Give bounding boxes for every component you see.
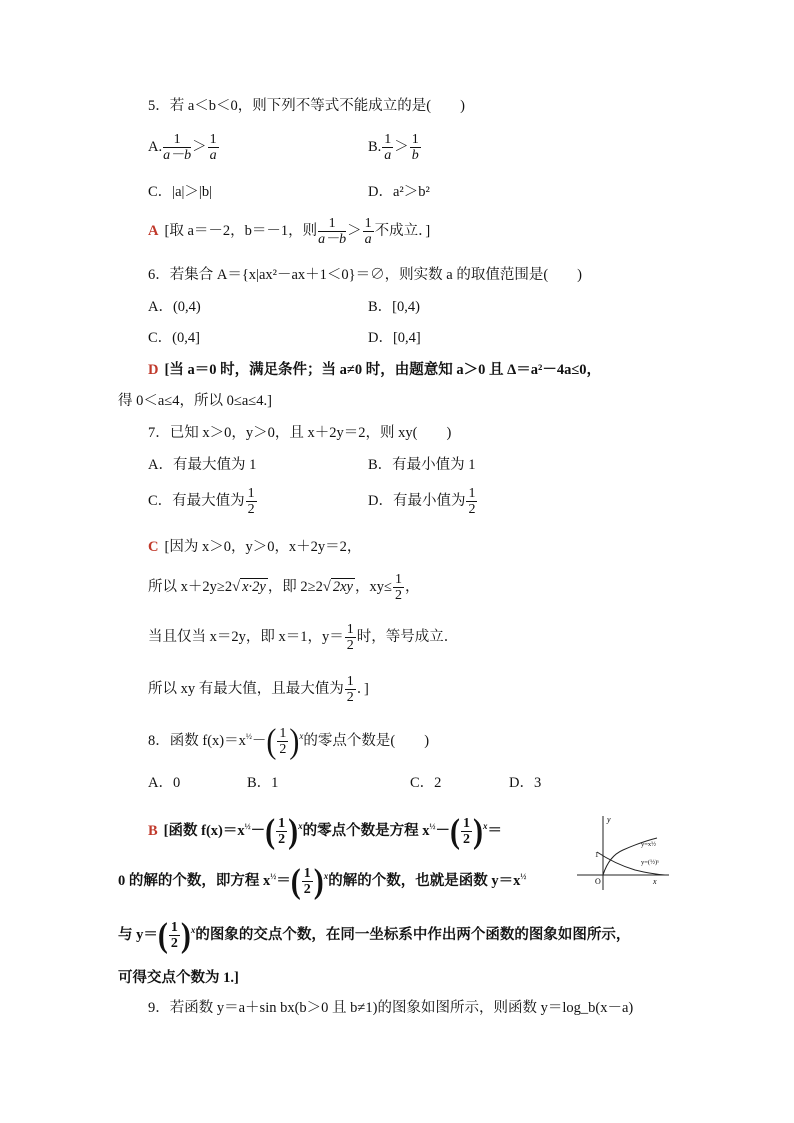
q6-answer-line1: D [当 a＝0 时，满足条件；当 a≠0 时，由题意知 a＞0 且 Δ＝a²－4a≤0， bbox=[148, 362, 602, 378]
q7-answer-line3: 当且仅当 x＝2y，即 x＝1，y＝ $\frac{1}{2}$ 时，等号成立． bbox=[148, 622, 459, 653]
q6-option-a: A．(0,4) bbox=[148, 299, 201, 315]
q5-stem: 5．若 a＜b＜0，则下列不等式不能成立的是( ) bbox=[148, 98, 465, 114]
q5-option-c: C．|a|＞|b| bbox=[148, 184, 212, 200]
q6-option-d: D．[0,4] bbox=[368, 330, 421, 346]
q6-option-c: C．(0,4] bbox=[148, 330, 200, 346]
graph-curve2-label: y=(½)ˣ bbox=[641, 859, 659, 866]
q7-answer-line2: 所以 x＋2y≥2√ x·2y ，即 2≥2√ 2xy ，xy≤ $\frac{1}{2}$ ， bbox=[148, 572, 420, 603]
q8-option-a: A．0 bbox=[148, 775, 181, 791]
q8-answer-line2: 0 的解的个数，即方程 $x^{\frac{1}{2}}=$( $\frac{1}{2}$ )$^x$的解的个数，也就是函数 $y=x^{\frac{1}{2}}$ bbox=[118, 861, 527, 900]
q8-graph bbox=[575, 812, 675, 892]
q7-option-a: A．有最大值为 1 bbox=[148, 457, 257, 473]
q7-option-b: B．有最小值为 1 bbox=[368, 457, 476, 473]
q7-option-c: C．有最大值为 $\frac{1}{2}$ bbox=[148, 486, 255, 517]
graph-curve1-label: y=x½ bbox=[641, 841, 657, 848]
graph-y-label: y bbox=[607, 815, 611, 824]
q5-option-b: B. $\frac{1}{a}$ ＞ $\frac{1}{b}$ bbox=[368, 132, 419, 163]
q7-answer-line1: C [因为 x＞0，y＞0，x＋2y＝2， bbox=[148, 539, 362, 555]
graph-tick-1: 1 bbox=[595, 851, 599, 859]
q7-option-d: D．有最小值为 $\frac{1}{2}$ bbox=[368, 486, 476, 517]
q8-answer-line4: 可得交点个数为 1.] bbox=[118, 970, 239, 986]
q8-option-b: B．1 bbox=[247, 775, 279, 791]
q8-answer-letter: B bbox=[148, 822, 158, 839]
q5-option-d: D．a²＞b² bbox=[368, 184, 430, 200]
q5-option-a: A. $\frac{1}{a-b}$ ＞ $\frac{1}{a}$ bbox=[148, 132, 217, 163]
q5-answer-letter: A bbox=[148, 222, 159, 239]
q7-answer-letter: C bbox=[148, 539, 159, 555]
q8-answer-line3: 与 y＝( $\frac{1}{2}$ )$^x$的图象的交点个数，在同一坐标系中作出两个函数的图象如图所示， bbox=[118, 915, 631, 954]
q8-stem: 8．函数 $f(x)=x^{\frac{1}{2}}-$( $\frac{1}{2}$ )$^x$的零点个数是( ) bbox=[148, 721, 430, 760]
q7-stem: 7．已知 x＞0，y＞0，且 x＋2y＝2，则 xy( ) bbox=[148, 425, 452, 441]
q5-answer: A [取 a＝－2，b＝－1，则 $\frac{1}{a-b}$ ＞ $\frac{1}{a}$ 不成立．] bbox=[148, 216, 431, 247]
q8-option-c: C．2 bbox=[410, 775, 442, 791]
q9-stem: 9．若函数 y＝a＋sin bx(b＞0 且 b≠1)的图象如图所示，则函数 y＝log_b(x－a) bbox=[148, 1000, 634, 1016]
q6-stem: 6．若集合 A＝{x|ax²－ax＋1＜0}＝∅，则实数 a 的取值范围是( ) bbox=[148, 267, 582, 283]
q6-option-b: B．[0,4) bbox=[368, 299, 420, 315]
graph-x-label: x bbox=[653, 877, 657, 886]
q6-answer-line2: 得 0＜a≤4，所以 0≤a≤4.] bbox=[118, 393, 272, 409]
q6-answer-letter: D bbox=[148, 362, 159, 378]
q8-answer-line1: B [函数 $f(x)=x^{\frac{1}{2}}-$( $\frac{1}{2}$ )$^x$的零点个数是方程 $x^{\frac{1}{2}}-$( $\frac{1}{2}$ )$^x$＝ bbox=[148, 811, 502, 850]
q7-answer-line4: 所以 xy 有最大值，且最大值为 $\frac{1}{2}$ ．] bbox=[148, 674, 369, 705]
q8-option-d: D．3 bbox=[509, 775, 542, 791]
graph-origin-label: O bbox=[595, 877, 601, 886]
